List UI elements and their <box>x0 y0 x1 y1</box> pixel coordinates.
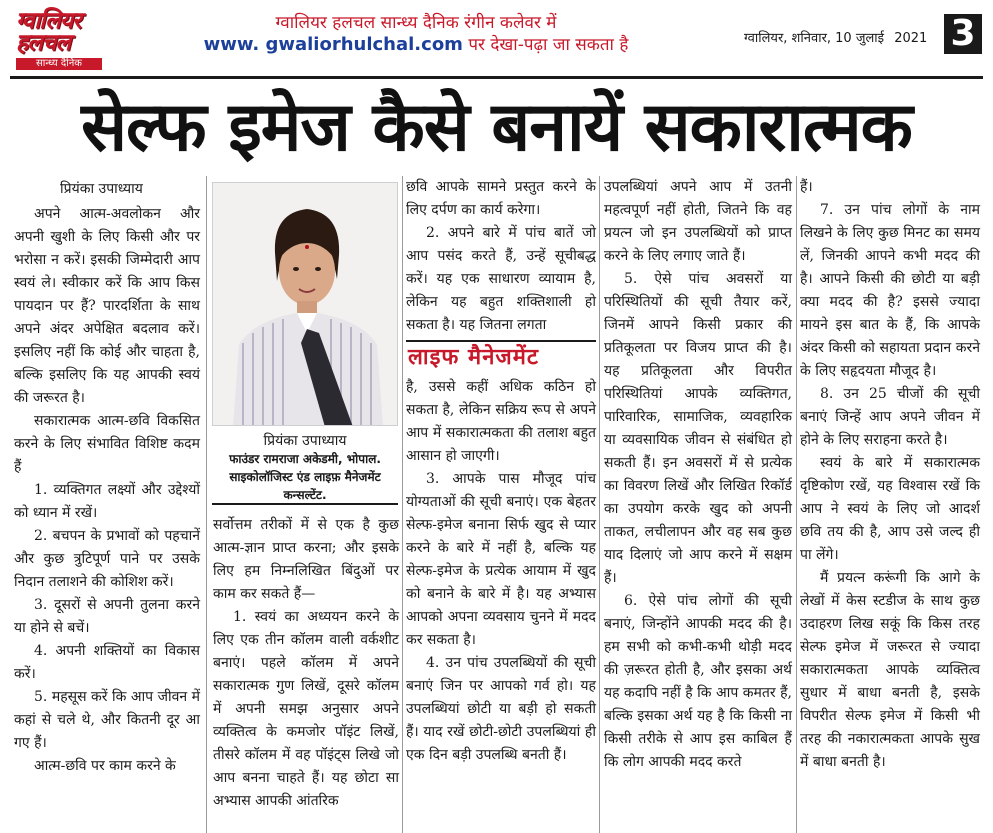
masthead-rule <box>10 76 983 79</box>
promo-line-2 <box>166 34 666 56</box>
paragraph: उपलब्धियां अपने आप में उतनी महत्वपूर्ण नहीं होती, जितने कि वह प्रयत्न जो इन उपलब्धियों को प्राप्त करने के लिए लगाए जाते हैं। <box>604 179 792 264</box>
article-headline: सेल्फ इमेज कैसे बनायें सकारात्मक <box>81 88 912 167</box>
logo-line-1: ग्वालियर <box>16 8 81 34</box>
caption-role-3: कन्सल्टेंट. <box>283 488 327 502</box>
paragraph: 7. उन पांच लोगों के नाम लिखने के लिए कुछ मिनट का समय लें, जिनकी आपने कभी मदद की है। आपने किसी की छोटी या बड़ी क्या मदद की है? इससे ज्यादा मायने इस बात के हैं, कि आपके अंदर किसी को सहायता प्रदान करने के लिए सहृदयता मौजूद है। <box>800 202 980 379</box>
paragraph: 2. बचपन के प्रभावों को पहचानें और कुछ त्रुटिपूर्ण पाने पर उसके निदान तलाशने की कोशिश करें। <box>14 528 200 590</box>
paragraph: 5. महसूस करें कि आप जीवन में कहां से चले थे, और कितनी दूर आ गए हैं। <box>14 689 200 751</box>
caption-role-1: फाउंडर रामराजा अकेडमी, भोपाल. <box>229 452 381 466</box>
paragraph: हैं। <box>800 179 813 195</box>
column-divider <box>599 176 600 833</box>
caption-name: प्रियंका उपाध्याय <box>263 433 347 449</box>
article-column-4 <box>604 176 792 774</box>
paragraph: 1. स्वयं का अध्ययन करने के लिए एक तीन कॉलम वाली वर्कशीट बनाएं। पहले कॉलम में अपने सकारात्मक गुण लिखें, दूसरे कॉलम में अपनी समझ अनुसार अपने व्यक्तित्व के कमजोर पॉइंट लिखें, तीसरे कॉलम में वह पॉइंट्स लिखे जो आप बनना चाहते हैं। यह छोटा सा अभ्यास आपकी आंतरिक <box>213 609 399 809</box>
promo-line-2-rest: पर देखा-पढ़ा जा सकता है <box>462 35 629 55</box>
promo-url: www. gwaliorhulchal.com <box>203 34 463 55</box>
caption-rule <box>212 503 398 505</box>
paragraph: छवि आपके सामने प्रस्तुत करने के लिए दर्पण का कार्य करेगा। <box>406 179 596 218</box>
section-label-box <box>406 340 596 374</box>
article-column-1 <box>14 203 200 778</box>
paragraph: है, उससे कहीं अधिक कठिन हो सकता है, लेकिन सक्रिय रूप से अपने आप में सकारात्मकता की तलाश बहुत आसान हो जाएगी। <box>406 379 596 464</box>
paragraph: 1. व्यक्तिगत लक्ष्यों और उद्देश्यों को ध्यान में रखें। <box>14 482 200 521</box>
article-column-5 <box>800 176 980 774</box>
paragraph: 2. अपने बारे में पांच बातें जो आप पसंद करते हैं, उन्हें सूचीबद्ध करें। यह एक साधारण व्यायाम है, लेकिन यह बहुत शक्तिशाली हो सकता है। यह जितना लगता <box>406 225 596 333</box>
column-divider <box>796 176 797 833</box>
page-number: 3 <box>944 14 982 54</box>
paragraph: अपने आत्म-अवलोकन और अपनी खुशी के लिए किसी और पर भरोसा न करें। इसकी जिम्मेदारी आप स्वयं ले। स्वीकार करें कि आप किस पायदान पर हैं? पारदर्शिता के साथ अपने अंदर अपेक्षित बदलाव करें। इसलिए नहीं कि कोई और चाहता है, बल्कि इसलिए कि यह आपकी स्वयं की जरूरत है। <box>14 206 200 406</box>
logo-line-2: हलचल <box>16 30 71 56</box>
caption-role-2: साइकोलॉजिस्ट एंड लाइफ़ मैनेजमेंट <box>229 470 381 484</box>
paragraph: 4. उन पांच उपलब्धियों की सूची बनाएं जिन पर आपको गर्व हो। यह उपलब्धियां छोटी या बड़ी हो सकती हैं। याद रखें छोटी-छोटी उपलब्धियां ही एक दिन बड़ी उपलब्धि बनती हैं। <box>406 655 596 763</box>
promo-line-1: ग्वालियर हलचल सान्ध्य दैनिक रंगीन कलेवर में <box>275 13 557 33</box>
paragraph: सकारात्मक आत्म-छवि विकसित करने के लिए संभावित विशिष्ट कदम हैं <box>14 413 200 475</box>
article-column-3-bottom <box>406 376 596 767</box>
column-divider <box>402 176 403 833</box>
masthead-promo <box>166 12 666 56</box>
masthead <box>0 0 993 78</box>
logo-tagline: सान्ध्य दैनिक <box>16 58 102 70</box>
paragraph: सर्वोत्तम तरीकों में से एक है कुछ आत्म-ज्ञान प्राप्त करना; और इसके लिए हम निम्नलिखित बिंदुओं पर काम कर सकते हैं— <box>213 517 399 602</box>
paragraph: आत्म-छवि पर काम करने के <box>34 758 176 774</box>
paragraph: 4. अपनी शक्तियों का विकास करें। <box>14 643 200 682</box>
paragraph: 5. ऐसे पांच अवसरों या परिस्थितियों की सूची तैयार करें, जिनमें आपने किसी प्रकार की प्रतिकूलता पर विजय प्राप्त की है। यह प्रतिकूलता और विपरीत परिस्थितियां आपके व्यक्तिगत, पारिवारिक, सामाजिक, व्यवहारिक या व्यवसायिक जीवन से संबंधित हो सकती हैं। इन अवसरों में से प्रत्येक का विवरण लिखें और लिखित रिकॉर्ड का उपयोग करके खुद को अपनी ताकत, लचीलापन और वह सब कुछ याद दिलाएं जो आप करने में सक्षम हैं। <box>604 271 792 586</box>
byline: प्रियंका उपाध्याय <box>60 181 143 197</box>
dateline-year: 2021 <box>894 31 928 46</box>
section-label: लाइफ मैनेजमेंट <box>408 345 539 370</box>
paragraph: 3. आपके पास मौजूद पांच योग्यताओं की सूची बनाएं। एक बेहतर सेल्फ-इमेज बनाना सिर्फ खुद से प्यार करने के बारे में नहीं है, बल्कि यह सेल्फ-इमेज के प्रत्येक आयाम में खुद को बनाने के बारे में है। यह अभ्यास आपको अपना व्यवसाय चुनने में मदद कर सकता है। <box>406 471 596 648</box>
author-portrait-illustration <box>213 183 398 426</box>
paragraph: 3. दूसरों से अपनी तुलना करने या होने से बचें। <box>14 597 200 636</box>
photo-caption <box>212 432 398 504</box>
paragraph: मैं प्रयत्न करूंगी कि आगे के लेखों में केस स्टडीज के साथ कुछ उदाहरण लिख सकूं कि किस तरह सेल्फ इमेज में जरूरत से ज्यादा सकारात्मकता आपके व्यक्तित्व सुधार में बाधा बनती है, इसके विपरीत सेल्फ इमेज में किसी भी तरह की नकारात्मकता आपके सुख में बाधा बनती है। <box>800 570 980 770</box>
column-divider <box>206 176 207 833</box>
paragraph: 8. उन 25 चीजों की सूची बनाएं जिन्हें आप अपने जीवन में होने के लिए सराहना करते है। <box>800 386 980 448</box>
dateline-place-date: ग्वालियर, शनिवार, 10 जुलाई <box>744 31 885 46</box>
dateline <box>744 28 933 46</box>
paragraph: स्वयं के बारे में सकारात्मक दृष्टिकोण रखें, यह विश्वास रखें कि आप ने स्वयं के लिए जो आदर्श छवि तय की है, आप उसे जल्द ही पा लेंगे। <box>800 455 980 563</box>
paragraph: 6. ऐसे पांच लोगों की सूची बनाएं, जिन्होंने आपकी मदद की है। हम सभी को कभी-कभी थोड़ी मदद की ज़रूरत होती है, और इसका अर्थ यह कदापि नहीं है कि आप कमतर हैं, बल्कि इसका अर्थ यह है कि किसी ना किसी तरीके से आप इस काबिल हैं कि लोग आपकी मदद करते <box>604 593 792 770</box>
article-column-3-top <box>406 176 596 337</box>
article-column-2 <box>213 514 399 813</box>
author-photo <box>212 182 398 426</box>
newspaper-logo <box>16 10 120 70</box>
